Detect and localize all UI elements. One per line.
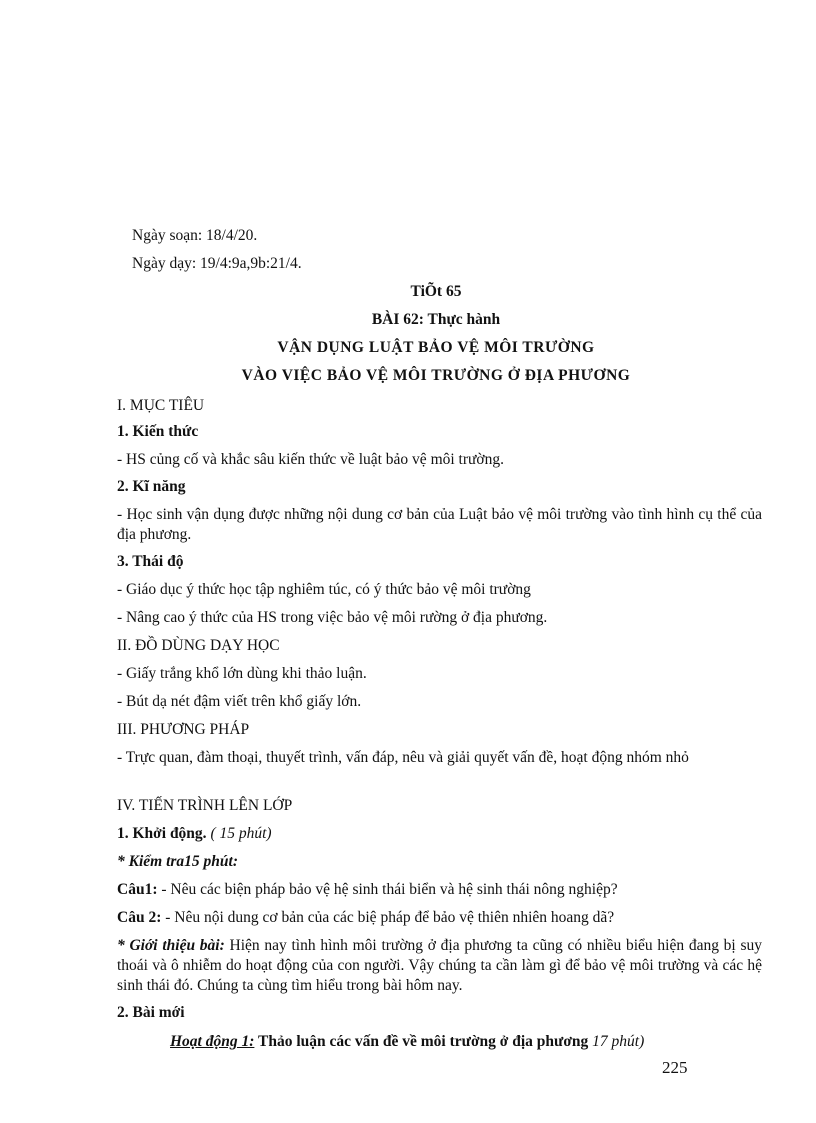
khoi-dong-time: ( 15 phút) xyxy=(206,825,272,842)
cau-1 xyxy=(117,880,618,900)
hoat-dong-1-label: Hoạt động 1: xyxy=(170,1033,255,1050)
lesson-title-line1: VẬN DỤNG LUẬT BẢO VỆ MÔI TRƯỜNG xyxy=(277,339,595,356)
gioi-thieu-bai xyxy=(117,936,762,996)
bai-moi-heading: 2. Bài mới xyxy=(117,1004,185,1021)
kiem-tra-heading: * Kiểm tra15 phút: xyxy=(117,853,239,870)
thai-do-item-2: - Nâng cao ý thức của HS trong việc bảo vệ môi rường ở địa phương. xyxy=(117,609,548,626)
do-dung-item-1: - Giấy trắng khổ lớn dùng khi thảo luận. xyxy=(117,665,367,682)
cau-1-text: - Nêu các biện pháp bảo vệ hệ sinh thái biển và hệ sinh thái nông nghiệp? xyxy=(157,881,618,898)
hoat-dong-1 xyxy=(170,1032,644,1052)
gioi-thieu-text: Hiện nay tình hình môi trường ở địa phương ta cũng có nhiều biểu hiện đang bị suy thoái và ô nhiễm do hoạt động của con người. Vậy chúng ta cần làm gì để bảo vệ môi trường và các hệ sinh thái đó. Chúng ta cùng tìm hiểu trong bài hôm nay. xyxy=(117,937,763,994)
gioi-thieu-label: * Giới thiệu bài: xyxy=(117,937,225,954)
section-4-heading: IV. TIẾN TRÌNH LÊN LỚP xyxy=(117,797,293,814)
cau-2 xyxy=(117,908,614,928)
cau-1-label: Câu1: xyxy=(117,881,158,898)
lesson-title-line2: VÀO VIỆC BẢO VỆ MÔI TRƯỜNG Ở ĐỊA PHƯƠNG xyxy=(241,367,631,384)
cau-2-text: - Nêu nội dung cơ bản của các biệ pháp để bảo vệ thiên nhiên hoang dã? xyxy=(161,909,615,926)
section-1-heading: I. MỤC TIÊU xyxy=(117,397,205,414)
page-number: 225 xyxy=(662,1058,688,1077)
kien-thuc-heading: 1. Kiến thức xyxy=(117,423,199,440)
tiet-title: TiÕt 65 xyxy=(410,283,462,300)
section-3-heading: III. PHƯƠNG PHÁP xyxy=(117,721,250,738)
thai-do-heading: 3. Thái độ xyxy=(117,553,184,570)
ki-nang-text: - Học sinh vận dụng được những nội dung cơ bản của Luật bảo vệ môi trường vào tình hình cụ thể của địa phương. xyxy=(117,506,762,543)
khoi-dong xyxy=(117,824,272,844)
thai-do-item-1: - Giáo dục ý thức học tập nghiêm túc, có ý thức bảo vệ môi trường xyxy=(117,581,531,598)
kien-thuc-text: - HS củng cố và khắc sâu kiến thức về luật bảo vệ môi trường. xyxy=(117,451,504,468)
ki-nang-heading: 2. Kĩ năng xyxy=(117,478,186,495)
khoi-dong-label: 1. Khởi động. xyxy=(117,825,207,842)
ngay-day: Ngày dạy: 19/4:9a,9b:21/4. xyxy=(132,255,302,272)
bai-prefix: BÀI 62: xyxy=(371,311,424,328)
phuong-phap-text: - Trực quan, đàm thoại, thuyết trình, vấn đáp, nêu và giải quyết vấn đề, hoạt động nhóm nhỏ xyxy=(117,749,689,766)
bai-title xyxy=(0,310,816,330)
hoat-dong-1-time: 17 phút) xyxy=(588,1033,645,1050)
section-2-heading: II. ĐỒ DÙNG DẠY HỌC xyxy=(117,637,280,654)
do-dung-item-2: - Bút dạ nét đậm viết trên khổ giấy lớn. xyxy=(117,693,362,710)
ngay-soan: Ngày soạn: 18/4/20. xyxy=(132,227,258,244)
bai-rest: Thực hành xyxy=(423,311,501,328)
cau-2-label: Câu 2: xyxy=(117,909,162,926)
hoat-dong-1-text: Thảo luận các vấn đề về môi trường ở địa phương xyxy=(254,1033,589,1050)
